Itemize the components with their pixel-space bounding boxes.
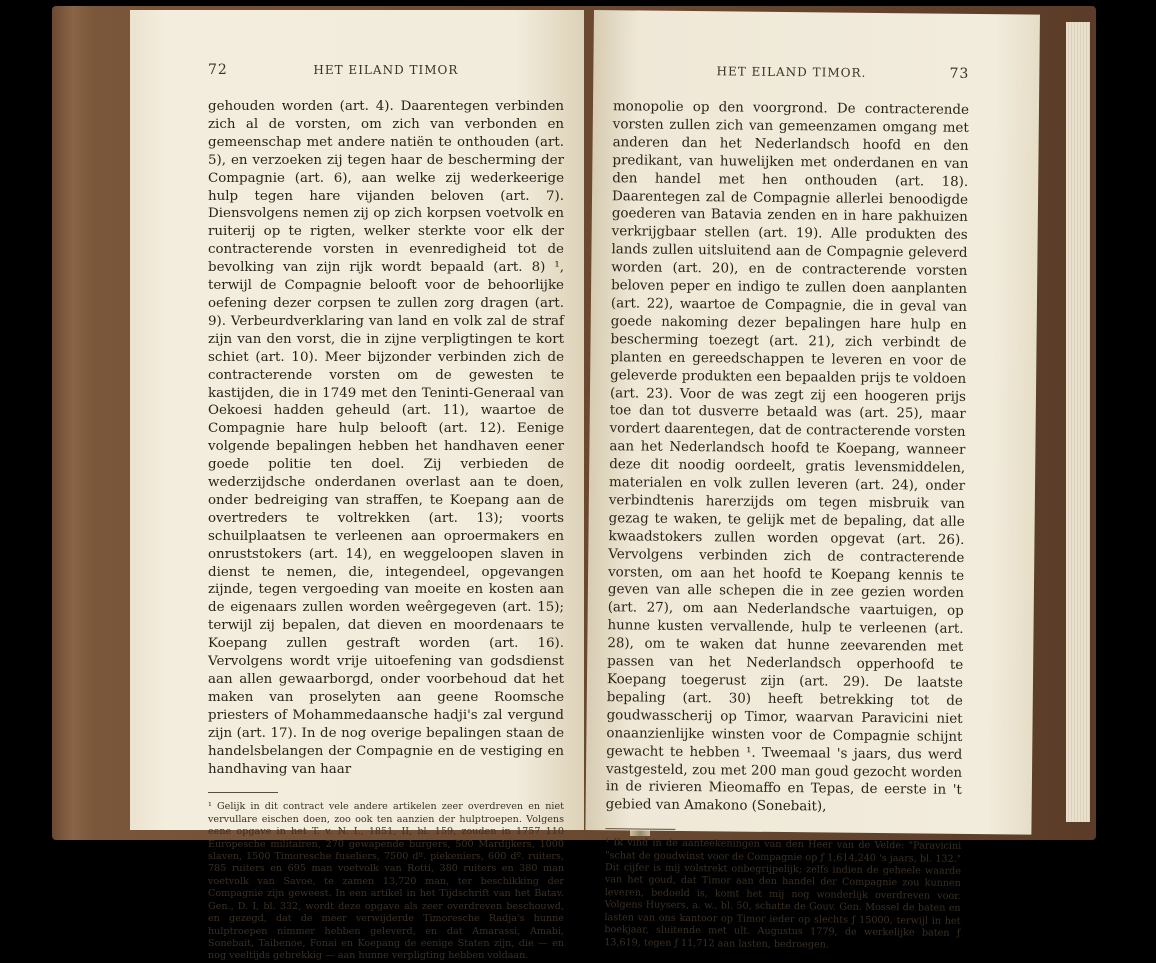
page-edges bbox=[1066, 22, 1090, 822]
left-page-number: 72 bbox=[208, 62, 228, 78]
right-page-title: HET EILAND TIMOR. bbox=[716, 64, 867, 80]
right-running-head bbox=[613, 62, 969, 82]
right-page bbox=[585, 10, 1040, 951]
left-page bbox=[130, 10, 584, 962]
right-body-text: monopolie op den voorgrond. De contracterende vorsten zullen zich van gemeenzamen omgang met anderen dan het Nederlandsch hoofd en den predikant, van huwelijken met onderdanen en van den handel met hen onthouden (art. 18). Daarentegen zal de Compagnie allerlei benoodigde goederen van Batavia zenden en in hare pakhuizen verkrijgbaar stellen (art. 19). Alle produkten des lands zullen uitsluitend aan de Compagnie geleverd worden (art. 20), en de contracterende vorsten beloven peper en indigo te zullen doen aanplanten (art. 22), waartoe de Compagnie, die in geval van goede nakoming dezer bepalingen hare hulp en bescherming toezegt (art. 21), zich verbindt de planten en gereedschappen te leveren en voor de geleverde produkten een bepaalden prijs te voldoen (art. 23). Voor de was zegt zij een hoogeren prijs toe dan tot dusverre betaald was (art. 25), maar vordert daarentegen, dat de contracterende vorsten aan het Nederlandsch hoofd te Koepang, wanneer deze dit noodig oordeelt, gratis levensmiddelen, materialen en volk zullen leveren (art. 24), onder verbindtenis harerzijds om tegen misbruik van gezag te waken, te gelijk met de bepaling, dat alle kwaadstokers zullen worden opgevat (art. 26). Vervolgens verbinden zich de contracterende vorsten, om aan het hoofd te Koepang kennis te geven van alle schepen die in zee gezien worden (art. 27), om aan Nederlandsche vaartuigen, op hunne kusten vervallende, hulp te verleenen (art. 28), om te waken dat hunne zeevarenden met passen van het Nederlandsch opperhoofd te Koepang toegerust zijn (art. 29). De laatste bepaling (art. 30) heeft betrekking tot de goudwasscherij op Timor, waarvan Paravicini niet onaanzienlijke winsten voor de Compagnie schijnt gewacht te hebben ¹. Tweemaal 's jaars, dus werd vastgesteld, zou met 200 man goud gezocht worden in de rivieren Mieomaffo en Tepas, de eerste in 't gebied van Amakono (Sonebait), bbox=[605, 99, 970, 815]
left-running-head bbox=[208, 62, 564, 78]
left-page-title: HET EILAND TIMOR bbox=[313, 63, 459, 77]
left-footnote-rule bbox=[208, 792, 278, 793]
left-body-text: gehouden worden (art. 4). Daarentegen verbinden zich al de vorsten, om zich van verbonden en gemeenschap met andere natiën te onthouden (art. 5), en verzoeken zij tegen haar de bescherming der Compagnie (art. 6), aan welke zij wederkeerige hulp tegen hare vijanden beloven (art. 7). Diensvolgens nemen zij op zich korpsen voetvolk en ruiterij op te rigten, welker sterkte voor elk der contracterende vorsten in evenredigheid tot de bevolking van zijn rijk wordt bepaald (art. 8) ¹, terwijl de Compagnie belooft voor de behoorlijke oefening dezer corpsen te zullen zorg dragen (art. 9). Verbeurdverklaring van land en volk zal de straf zijn van den vorst, die in zijne verpligtingen te kort schiet (art. 10). Meer bijzonder verbinden zich de contracterende vorsten om de gewesten te kastijden, die in 1749 met den Teninti-Generaal van Oekoesi hadden geheuld (art. 11), waartoe de Compagnie hare hulp belooft (art. 12). Eenige volgende bepalingen hebben het handhaven eener goede politie ten doel. Zij verbieden de wederzijdsche onderdanen overlast aan te doen, onder bedreiging van straffen, te Koepang aan de overtreders te voltrekken (art. 13); voorts schuilplaatsen te verleenen aan oproermakers en onruststokers (art. 14), en weggeloopen slaven in dienst te nemen, die, integendeel, opgevangen zijnde, tegen vergoeding van moeite en kosten aan de eigenaars zullen worden weêrgegeven (art. 15); terwijl zij bepalen, dat dieven en moordenaars te Koepang zullen gestraft worden (art. 16). Vervolgens wordt vrije uitoefening van godsdienst aan allen gewaarborgd, onder voorbehoud dat het maken van proselyten aan geene Roomsche priesters of Mohammedaansche hadji's zal vergund zijn (art. 17). In de nog overige bepalingen staan de handelsbelangen der Compagnie en de vestiging en handhaving van haar bbox=[208, 99, 564, 777]
right-footnote: ¹ Ik vind in de aanteekeningen van den Heer van de Velde: "Paravicini "schat de goudwinst voor de Compagnie op ƒ 1,614,240 's jaars, bl. 132." Dit cijfer is mij volstrekt onbegrijpelijk; zelfs indien de geheele waarde van het goud, dat Timor aan den handel der Compagnie zou kunnen leveren, bedoeld is, komt het mij nog wonderlijk overdreven voor. Volgens Huysers, a. w., bl. 50, schatte de Gouv. Gen. Mossel de baten en lasten van ons kantoor op Timor ieder op slechts ƒ 15000, terwijl in het boekjaar, sluitende met ult. Augustus 1779, de werkelijke baten ƒ 13,619, tegen ƒ 11,712 aan lasten, bedroegen. bbox=[604, 837, 962, 951]
right-footnote-rule bbox=[605, 828, 675, 830]
left-footnote: ¹ Gelijk in dit contract vele andere artikelen zeer overdreven en niet vervullare eischen doen, zoo ook ten aanzien der hulptroepen. Volgens eene opgave in het T. v. N. I., 1851, II, bl. 159, zouden in 1757 110 Europesche militairen, 270 gewapende burgers, 500 Mardijkers, 1000 slaven, 1500 Timoresche fuseliers, 7500 dº. piekeniers, 600 dº. ruiters, 785 ruiters en 695 man voetvolk van Rotti, 380 ruiters en 380 man voetvolk van Savoe, te zamen 13,720 man, ter beschikking der Compagnie zijn geweest. In een artikel in het Tijdschrift van het Batav. Gen., D. I, bl. 332, wordt deze opgave als zeer overdreven beschouwd, en gezegd, dat de meer verwijderde Timoresche Radja's hunne hulptroepen nimmer hebben geleverd, en dat Amarassi, Amabi, Sonebait, Taibenoe, Fonai en Koepang de eenige Staten zijn, die — en nog veeltijds gebrekkig — aan hunne verpligting hebben voldaan. bbox=[208, 801, 564, 962]
right-page-number: 73 bbox=[949, 65, 970, 82]
